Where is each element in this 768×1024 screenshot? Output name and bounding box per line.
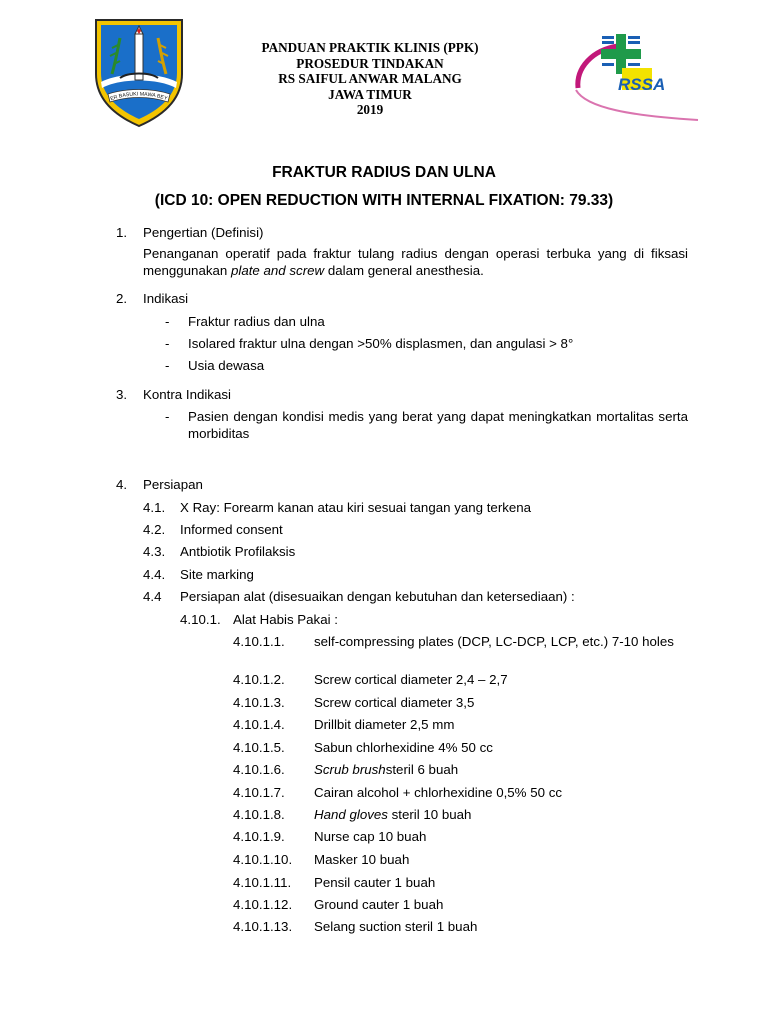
definition-italic: plate and screw (230, 262, 325, 278)
item-number: 4.10.1.7. (233, 785, 285, 800)
item-number: 4.10.1.9. (233, 829, 285, 844)
header-line: 2019 (356, 102, 384, 117)
item-number: 4.10.1.8. (233, 807, 285, 822)
subsection-text: Informed consent (180, 522, 283, 537)
header-line: RS SAIFUL ANWAR MALANG (278, 71, 462, 86)
definition-text-end: dalam general anesthesia. (324, 262, 484, 278)
document-subtitle-icd: (ICD 10: OPEN REDUCTION WITH INTERNAL FIXATION: 79.33) (154, 192, 614, 209)
item-text (314, 762, 458, 778)
list-item: Pasien dengan kondisi medis yang berat yang dapat meningkatkan mortalitas serta morbiditas (188, 409, 688, 441)
item-text: Screw cortical diameter 2,4 – 2,7 (314, 672, 508, 687)
item-number: 4.10.1.11. (233, 875, 292, 890)
section-heading: Pengertian (Definisi) (143, 225, 264, 240)
list-bullet: - (165, 336, 170, 351)
item-number: 4.10.1.13. (233, 919, 293, 934)
section-heading: Kontra Indikasi (143, 387, 231, 402)
header-line: JAWA TIMUR (328, 86, 412, 102)
item-text: Drillbit diameter 2,5 mm (314, 717, 455, 732)
item-text-rest: steril 6 buah (385, 762, 459, 777)
document-title: FRAKTUR RADIUS DAN ULNA (272, 164, 496, 181)
item-number: 4.10.1.5. (233, 740, 285, 755)
subsection-number: 4.3. (143, 544, 166, 559)
item-number: 4.10.1.10. (233, 852, 293, 867)
section-number: 1. (116, 225, 128, 240)
rssa-logo (572, 28, 700, 122)
header-line: PANDUAN PRAKTIK KLINIS (PPK) (261, 40, 479, 55)
section-number: 2. (116, 291, 128, 306)
item-text: Sabun chlorhexidine 4% 50 cc (314, 740, 493, 755)
subsubsection-text: Alat Habis Pakai : (233, 612, 338, 627)
item-text: Ground cauter 1 buah (314, 897, 444, 912)
item-text: self-compressing plates (DCP, LC-DCP, LCP, etc.) 7-10 holes (314, 634, 674, 649)
list-bullet: - (165, 314, 170, 329)
subsection-text: X Ray: Forearm kanan atau kiri sesuai tangan yang terkena (180, 500, 532, 515)
list-item: Fraktur radius dan ulna (188, 314, 325, 329)
item-number: 4.10.1.4. (233, 717, 285, 732)
east-java-emblem-logo (90, 16, 188, 128)
emblem-motto: ER BASUKI MAWA BEY (109, 91, 168, 103)
section-number: 4. (116, 477, 128, 492)
document-header (0, 0, 768, 140)
item-number: 4.10.1.6. (233, 762, 285, 777)
subsection-number: 4.4. (143, 567, 166, 582)
item-number: 4.10.1.2. (233, 672, 285, 687)
item-text-rest: steril 10 buah (387, 807, 472, 822)
subsection-number: 4.2. (143, 522, 166, 537)
subsection-text: Persiapan alat (disesuaikan dengan kebutuhan dan ketersediaan) : (180, 589, 575, 604)
item-text: Pensil cauter 1 buah (314, 875, 436, 890)
section-heading: Indikasi (143, 291, 189, 306)
list-item: Usia dewasa (188, 358, 265, 373)
list-item: Isolared fraktur ulna dengan >50% displasmen, dan angulasi > 8° (188, 336, 574, 351)
item-number: 4.10.1.3. (233, 695, 285, 710)
header-line: PROSEDUR TINDAKAN (296, 55, 444, 71)
item-text (314, 807, 471, 823)
header-text-block (220, 40, 520, 118)
item-text: Screw cortical diameter 3,5 (314, 695, 475, 710)
subsection-number: 4.4 (143, 589, 162, 604)
subsection-number: 4.1. (143, 500, 166, 515)
item-number: 4.10.1.12. (233, 897, 293, 912)
item-number: 4.10.1.1. (233, 634, 285, 649)
list-bullet: - (165, 409, 170, 424)
rssa-logo-text: RSSA (618, 75, 666, 94)
item-italic: Scrub brush (314, 762, 386, 777)
section-heading: Persiapan (143, 477, 203, 492)
item-italic: Hand gloves (314, 807, 388, 822)
item-text: Nurse cap 10 buah (314, 829, 427, 844)
subsection-text: Antbiotik Profilaksis (180, 544, 296, 559)
subsubsection-number: 4.10.1. (180, 612, 221, 627)
list-bullet: - (165, 358, 170, 373)
definition-text: Penanganan operatif pada fraktur tulang radius dengan operasi terbuka yang di fiksasi menggunakan (143, 246, 688, 278)
item-text: Masker 10 buah (314, 852, 410, 867)
item-text: Cairan alcohol + chlorhexidine 0,5% 50 cc (314, 785, 562, 800)
section-number: 3. (116, 387, 128, 402)
item-text: Selang suction steril 1 buah (314, 919, 478, 934)
definition-paragraph (143, 246, 688, 279)
subsection-text: Site marking (180, 567, 254, 582)
